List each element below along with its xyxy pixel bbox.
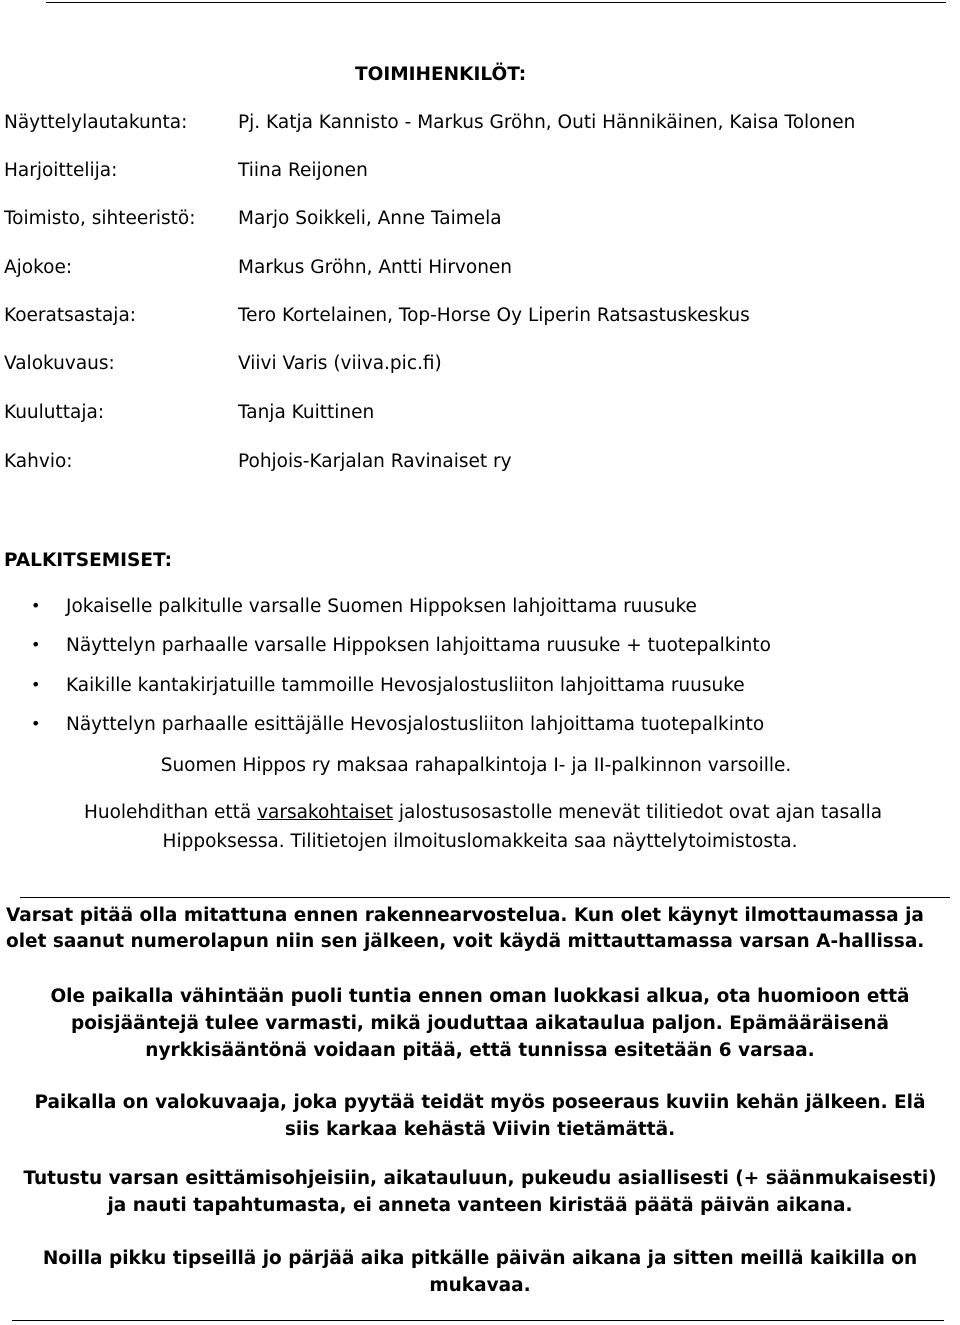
- bullet-icon: •: [31, 596, 41, 615]
- hippos-note: Suomen Hippos ry maksaa rahapalkintoja I- ja II-palkinnon varsoille.: [160, 755, 792, 776]
- staff-role: Koeratsastaja:: [4, 305, 137, 326]
- staff-role: Kuuluttaja:: [4, 402, 105, 423]
- tips-notice-line2: mukavaa.: [429, 1275, 531, 1296]
- measure-notice-line2: olet saanut numerolapun niin sen jälkeen, voit käydä mittauttamassa varsan A-hallissa.: [6, 931, 925, 952]
- staff-names: Viivi Varis (viiva.pic.fi): [238, 353, 442, 374]
- photo-notice-line2: siis karkaa kehästä Viivin tietämättä.: [284, 1119, 676, 1140]
- arrive-notice-line1: Ole paikalla vähintään puoli tuntia ennen oman luokkasi alkua, ota huomioon että: [50, 986, 910, 1007]
- awards-heading: PALKITSEMISET:: [4, 550, 173, 571]
- bullet-icon: •: [31, 635, 41, 654]
- staff-names: Pohjois-Karjalan Ravinaiset ry: [238, 451, 512, 472]
- account-note-line2: Hippoksessa. Tilitietojen ilmoituslomakkeita saa näyttelytoimistosta.: [162, 831, 798, 852]
- guide-notice-line2: ja nauti tapahtumasta, ei anneta vanteen kiristää päätä päivän aikana.: [107, 1195, 853, 1216]
- staff-heading: TOIMIHENKILÖT:: [355, 64, 527, 85]
- award-text: Näyttelyn parhaalle varsalle Hippoksen lahjoittama ruusuke + tuotepalkinto: [66, 635, 771, 656]
- staff-role: Toimisto, sihteeristö:: [4, 208, 196, 229]
- bullet-icon: •: [31, 714, 41, 733]
- top-divider: [46, 2, 946, 3]
- guide-notice-line1: Tutustu varsan esittämisohjeisiin, aikatauluun, pukeudu asiallisesti (+ säänmukaisesti): [23, 1168, 937, 1189]
- staff-role: Ajokoe:: [4, 257, 73, 278]
- staff-role: Kahvio:: [4, 451, 73, 472]
- account-note-underlined: varsakohtaiset: [257, 802, 394, 823]
- middle-divider: [20, 897, 950, 898]
- account-note-after: jalostusosastolle menevät tilitiedot ovat ajan tasalla: [393, 802, 883, 823]
- tips-notice-line1: Noilla pikku tipseillä jo pärjää aika pitkälle päivän aikana ja sitten meillä kaikilla on: [42, 1248, 918, 1269]
- staff-names: Tanja Kuittinen: [238, 402, 375, 423]
- staff-names: Pj. Katja Kannisto - Markus Gröhn, Outi Hännikäinen, Kaisa Tolonen: [238, 112, 856, 133]
- staff-names: Marjo Soikkeli, Anne Taimela: [238, 208, 502, 229]
- photo-notice-line1: Paikalla on valokuvaaja, joka pyytää teidät myös poseeraus kuviin kehän jälkeen. Elä: [34, 1092, 926, 1113]
- staff-names: Markus Gröhn, Antti Hirvonen: [238, 257, 513, 278]
- award-text: Kaikille kantakirjatuille tammoille Hevosjalostusliiton lahjoittama ruusuke: [66, 675, 745, 696]
- staff-names: Tiina Reijonen: [238, 160, 368, 181]
- bullet-icon: •: [31, 675, 41, 694]
- arrive-notice-line2: poisjääntejä tulee varmasti, mikä jouduttaa aikataulua paljon. Epämääräisenä: [70, 1013, 890, 1034]
- award-text: Näyttelyn parhaalle esittäjälle Hevosjalostusliiton lahjoittama tuotepalkinto: [66, 714, 765, 735]
- bottom-divider: [12, 1320, 944, 1321]
- staff-role: Harjoittelija:: [4, 160, 118, 181]
- measure-notice-line1: Varsat pitää olla mitattuna ennen rakennearvostelua. Kun olet käynyt ilmottaumassa ja: [6, 905, 924, 926]
- account-note-before: Huolehdithan että: [83, 802, 258, 823]
- award-text: Jokaiselle palkitulle varsalle Suomen Hippoksen lahjoittama ruusuke: [66, 596, 697, 617]
- arrive-notice-line3: nyrkkisääntönä voidaan pitää, että tunnissa esitetään 6 varsaa.: [145, 1040, 815, 1061]
- staff-role: Näyttelylautakunta:: [4, 112, 188, 133]
- staff-role: Valokuvaus:: [4, 353, 115, 374]
- account-note: [3, 802, 960, 823]
- staff-names: Tero Kortelainen, Top-Horse Oy Liperin Ratsastuskeskus: [238, 305, 750, 326]
